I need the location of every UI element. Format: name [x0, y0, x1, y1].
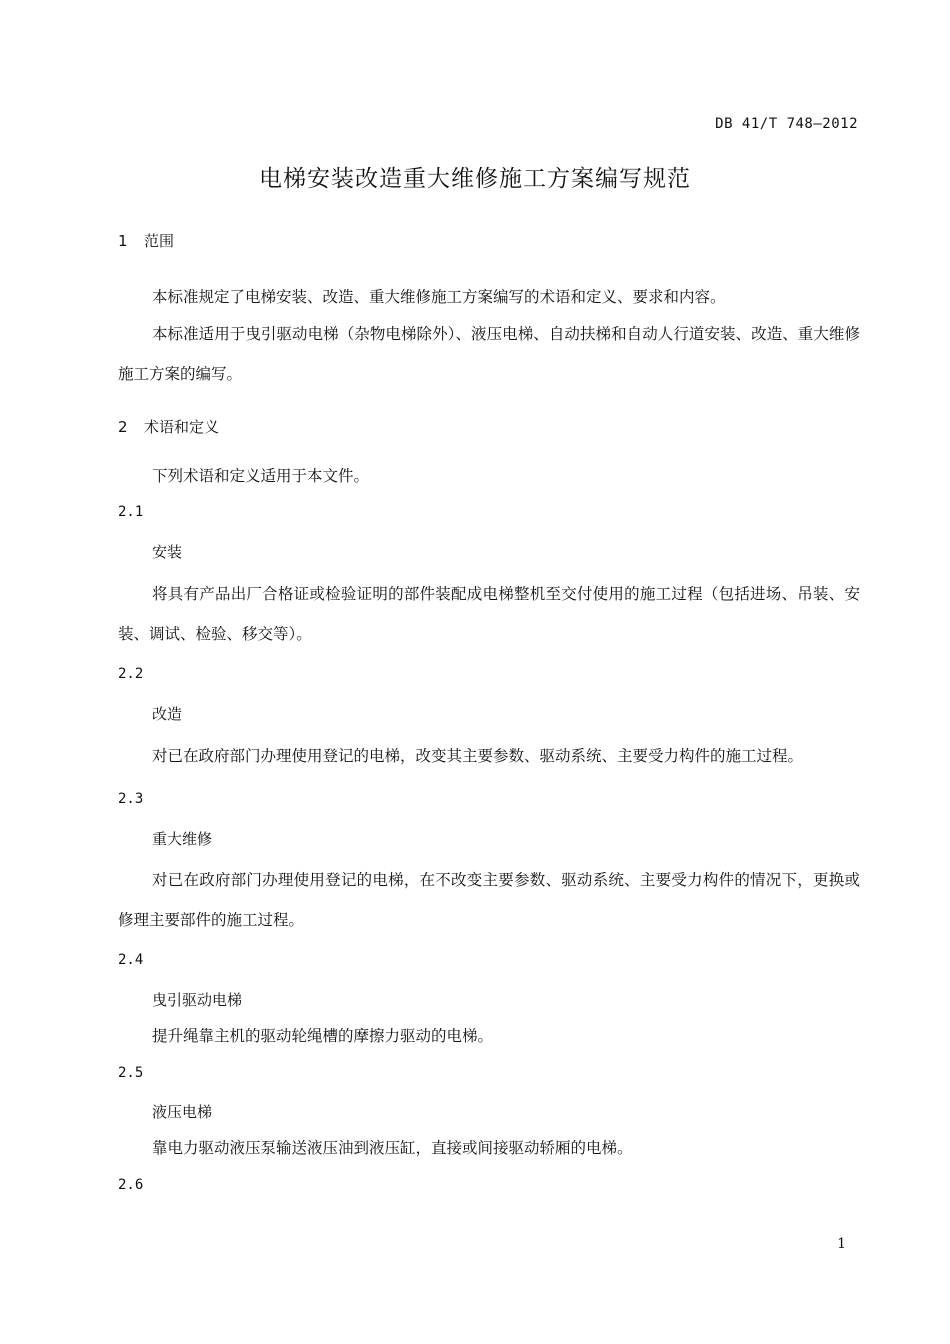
- term-name: 安装: [152, 543, 183, 561]
- section-title: 术语和定义: [144, 418, 220, 436]
- section-number: 1: [118, 232, 128, 250]
- term-name: 液压电梯: [152, 1103, 213, 1121]
- standard-number: DB 41/T 748—2012: [715, 116, 858, 132]
- term-number: 2.5: [118, 1065, 144, 1081]
- page-number: 1: [837, 1236, 846, 1252]
- term-number: 2.6: [118, 1177, 144, 1193]
- term-definition: 对已在政府部门办理使用登记的电梯，在不改变主要参数、驱动系统、主要受力构件的情况下，更换或修理主要部件的施工过程。: [118, 871, 860, 929]
- section-heading-terms: [118, 416, 219, 437]
- section-number: 2: [118, 418, 128, 436]
- paragraph: 本标准适用于曳引驱动电梯（杂物电梯除外）、液压电梯、自动扶梯和自动人行道安装、改造、重大维修施工方案的编写。: [118, 325, 860, 383]
- section-heading-scope: [118, 230, 174, 251]
- term-definition: 提升绳靠主机的驱动轮绳槽的摩擦力驱动的电梯。: [152, 1027, 494, 1045]
- document-title: 电梯安装改造重大维修施工方案编写规范: [259, 166, 691, 192]
- paragraph: 本标准规定了电梯安装、改造、重大维修施工方案编写的术语和定义、要求和内容。: [152, 288, 726, 306]
- term-name: 重大维修: [152, 830, 213, 848]
- term-name: 曳引驱动电梯: [152, 991, 243, 1009]
- term-number: 2.3: [118, 791, 144, 807]
- paragraph: 下列术语和定义适用于本文件。: [152, 467, 370, 485]
- term-name: 改造: [152, 705, 183, 723]
- section-title: 范围: [144, 232, 175, 250]
- term-definition: 将具有产品出厂合格证或检验证明的部件装配成电梯整机至交付使用的施工过程（包括进场、吊装、安装、调试、检验、移交等）。: [118, 585, 860, 643]
- term-number: 2.2: [118, 666, 144, 682]
- term-definition: 靠电力驱动液压泵输送液压油到液压缸，直接或间接驱动轿厢的电梯。: [152, 1139, 633, 1157]
- term-number: 2.1: [118, 504, 144, 520]
- term-definition: 对已在政府部门办理使用登记的电梯，改变其主要参数、驱动系统、主要受力构件的施工过程。: [152, 747, 804, 765]
- term-number: 2.4: [118, 952, 144, 968]
